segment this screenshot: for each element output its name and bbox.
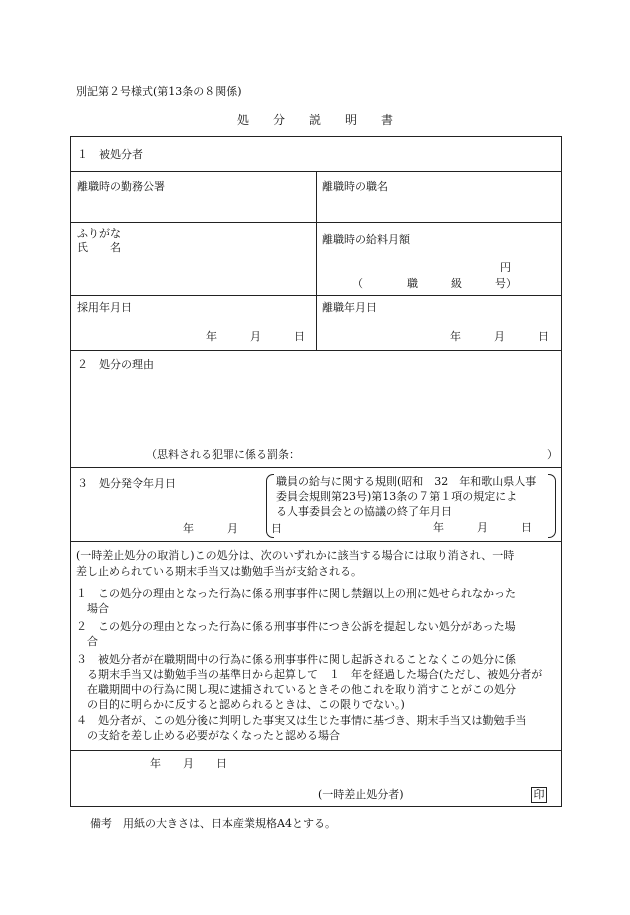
notice-line: の目的に明らかに反すると認められるときは、この限りでない。) [76,698,405,711]
notice-line: １ この処分の理由となった行為に係る刑事事件に関し禁錮以上の刑に処せられなかった [76,587,516,600]
retire-date-field: 年 月 日 [450,330,549,343]
form-reference: 別記第２号様式(第13条の８関係) [76,85,242,98]
hire-date-label: 採用年月日 [77,301,132,314]
grade-field: （ 職 級 号） [352,277,517,290]
bracket-line: る人事委員会との協議の終了年月日 [276,505,452,518]
bracket-line: 委員会規則第23号)第13条の７第１項の規定によ [276,490,518,503]
notice-line: ２ この処分の理由となった行為に係る刑事事件につき公訴を提起しない処分があった場 [76,620,516,633]
issuer-label: (一時差止処分者) [318,788,404,801]
retire-date-label: 離職年月日 [322,301,377,314]
crime-penalty-close: ） [547,448,558,461]
section2-heading: ２ 処分の理由 [77,358,154,371]
notice-line: ４ 処分者が、この処分後に判明した事実又は生じた事情に基づき、期末手当又は勤勉手当 [76,714,527,727]
notice-line: 合 [76,635,98,648]
section1-heading: １ 被処分者 [77,148,143,161]
notice-line: の支給を差し止める必要がなくなったと認める場合 [76,729,340,742]
issue-date-field: 年 月 日 [183,522,282,535]
notice-line: 場合 [76,602,109,615]
section3-heading: ３ 処分発令年月日 [77,477,176,490]
notice-line: ３ 被処分者が在職期間中の行為に係る刑事事件に関し起訴されることなくこの処分に係 [76,653,516,666]
notice-line: 在職期間中の行為に関し現に逮捕されているときその他これを取り消すことがこの処分 [76,683,516,696]
position-label: 離職時の職名 [322,180,388,193]
furigana-label: ふりがな [77,227,121,240]
office-label: 離職時の勤務公署 [77,180,165,193]
document-title: 処 分 説 明 書 [236,113,393,127]
bracket-date-field: 年 月 日 [433,521,532,534]
notice-line: (一時差止処分の取消し)この処分は、次のいずれかに該当する場合には取り消され、一時 [76,549,515,562]
footer-note: 備考 用紙の大きさは、日本産業規格A4とする。 [90,817,336,830]
notice-line: る期末手当又は勤勉手当の基準日から起算して １ 年を経過した場合(ただし、被処分者が [76,668,543,681]
seal-mark: 印 [531,787,547,803]
bracket-line: 職員の給与に関する規則(昭和 32 年和歌山県人事 [276,475,537,488]
name-label: 氏 名 [77,241,121,254]
yen-label: 円 [500,261,511,274]
hire-date-field: 年 月 日 [206,330,305,343]
notice-line: 差し止められている期末手当又は勤勉手当が支給される。 [76,565,362,578]
crime-penalty-field: （思料される犯罪に係る罰条： [146,448,300,461]
salary-label: 離職時の給料月額 [322,233,410,246]
signature-date-field: 年 月 日 [150,757,227,770]
